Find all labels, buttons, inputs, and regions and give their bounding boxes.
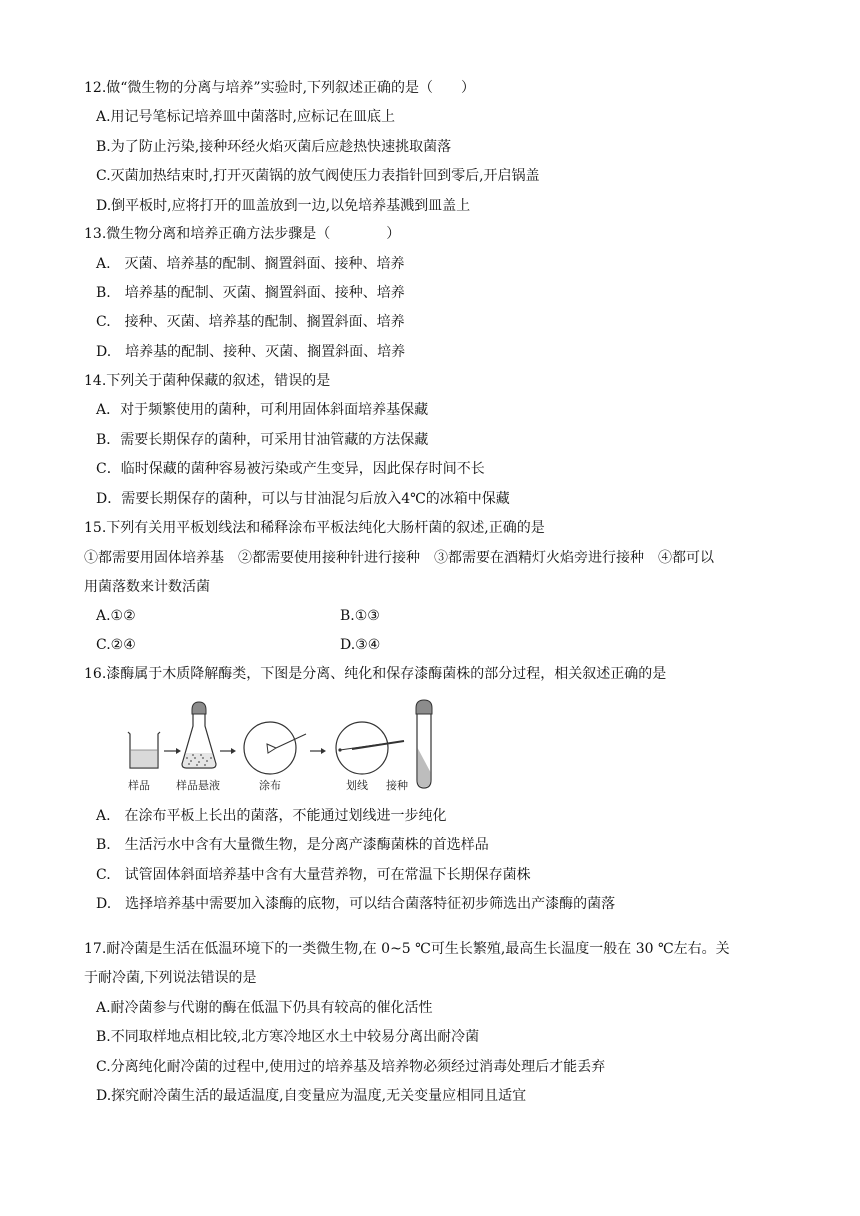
petri-dish-streak-icon bbox=[336, 722, 404, 774]
arrow-icon bbox=[220, 748, 236, 754]
beaker-icon bbox=[128, 732, 160, 768]
question-12-option-b: B.为了防止污染,接种环经火焰灭菌后应趁热快速挑取菌落 bbox=[96, 139, 452, 155]
question-12-stem: 12.做“微生物的分离与培养”实验时,下列叙述正确的是（ ） bbox=[84, 80, 476, 96]
figure-label-spread: 涂布 bbox=[259, 779, 281, 792]
question-15-stem: 15.下列有关用平板划线法和稀释涂布平板法纯化大肠杆菌的叙述,正确的是 bbox=[84, 520, 545, 536]
question-16-option-c: C. 试管固体斜面培养基中含有大量营养物，可在常温下长期保存菌株 bbox=[96, 867, 531, 883]
arrow-icon bbox=[164, 748, 181, 754]
figure-label-suspension: 样品悬液 bbox=[176, 779, 220, 792]
question-13-option-c: C. 接种、灭菌、培养基的配制、搁置斜面、培养 bbox=[96, 314, 405, 330]
process-diagram-svg bbox=[120, 698, 450, 792]
question-16-option-a: A. 在涂布平板上长出的菌落，不能通过划线进一步纯化 bbox=[96, 808, 447, 824]
question-17-stem: 17.耐冷菌是生活在低温环境下的一类微生物,在 0~5 ℃可生长繁殖,最高生长温度一般在 30 ℃左右。关 bbox=[84, 941, 730, 957]
figure-label-streak: 划线 bbox=[346, 779, 368, 792]
question-14-option-c: C．临时保藏的菌种容易被污染或产生变异，因此保存时间不长 bbox=[96, 461, 485, 477]
question-15-option-b: B.①③ bbox=[340, 608, 380, 624]
figure-label-inoculate: 接种 bbox=[386, 779, 408, 792]
arrow-icon bbox=[310, 748, 326, 754]
figure-label-sample: 样品 bbox=[128, 779, 150, 792]
test-tube-icon bbox=[416, 700, 432, 788]
question-13-option-a: A. 灭菌、培养基的配制、搁置斜面、接种、培养 bbox=[96, 256, 405, 272]
question-16-stem: 16.漆酶属于木质降解酶类，下图是分离、纯化和保存漆酶菌株的部分过程，相关叙述正确的是 bbox=[84, 666, 667, 682]
question-13-stem: 13.微生物分离和培养正确方法步骤是（ ） bbox=[84, 226, 401, 242]
question-16-option-d: D. 选择培养基中需要加入漆酶的底物，可以结合菌落特征初步筛选出产漆酶的菌落 bbox=[96, 896, 616, 912]
question-14-option-d: D．需要长期保存的菌种，可以与甘油混匀后放入4℃的冰箱中保藏 bbox=[96, 491, 510, 507]
question-14-stem: 14.下列关于菌种保藏的叙述，错误的是 bbox=[84, 373, 331, 389]
question-12-option-c: C.灭菌加热结束时,打开灭菌锅的放气阀使压力表指针回到零后,开启锅盖 bbox=[96, 168, 540, 184]
question-12-option-d: D.倒平板时,应将打开的皿盖放到一边,以免培养基溅到皿盖上 bbox=[96, 198, 471, 214]
question-14-option-a: A．对于频繁使用的菌种，可利用固体斜面培养基保藏 bbox=[96, 402, 429, 418]
question-16-option-b: B. 生活污水中含有大量微生物，是分离产漆酶菌株的首选样品 bbox=[96, 837, 489, 853]
question-17-stem-cont: 于耐冷菌,下列说法错误的是 bbox=[84, 970, 257, 986]
question-12-option-a: A.用记号笔标记培养皿中菌落时,应标记在皿底上 bbox=[96, 109, 396, 125]
question-13-option-b: B. 培养基的配制、灭菌、搁置斜面、接种、培养 bbox=[96, 285, 405, 301]
question-15-statements: ①都需要用固体培养基 ②都需要使用接种针进行接种 ③都需要在酒精灯火焰旁进行接种 ④都可以 bbox=[84, 550, 714, 566]
petri-dish-spread-icon bbox=[244, 722, 306, 774]
question-15-option-d: D.③④ bbox=[340, 637, 381, 653]
flask-icon bbox=[182, 702, 216, 768]
question-17-option-c: C.分离纯化耐冷菌的过程中,使用过的培养基及培养物必须经过消毒处理后才能丢弃 bbox=[96, 1059, 606, 1075]
question-17-option-a: A.耐冷菌参与代谢的酶在低温下仍具有较高的催化活性 bbox=[96, 1000, 433, 1016]
question-14-option-b: B．需要长期保存的菌种，可采用甘油管藏的方法保藏 bbox=[96, 432, 429, 448]
question-17-option-d: D.探究耐冷菌生活的最适温度,自变量应为温度,无关变量应相同且适宜 bbox=[96, 1088, 527, 1104]
question-15-option-c: C.②④ bbox=[96, 637, 136, 653]
question-15-statements-cont: 用菌落数来计数活菌 bbox=[84, 579, 210, 595]
question-17-option-b: B.不同取样地点相比较,北方寒冷地区水土中较易分离出耐冷菌 bbox=[96, 1029, 480, 1045]
question-15-option-a: A.①② bbox=[96, 608, 136, 624]
process-diagram bbox=[120, 698, 450, 792]
question-13-option-d: D. 培养基的配制、接种、灭菌、搁置斜面、培养 bbox=[96, 344, 406, 360]
